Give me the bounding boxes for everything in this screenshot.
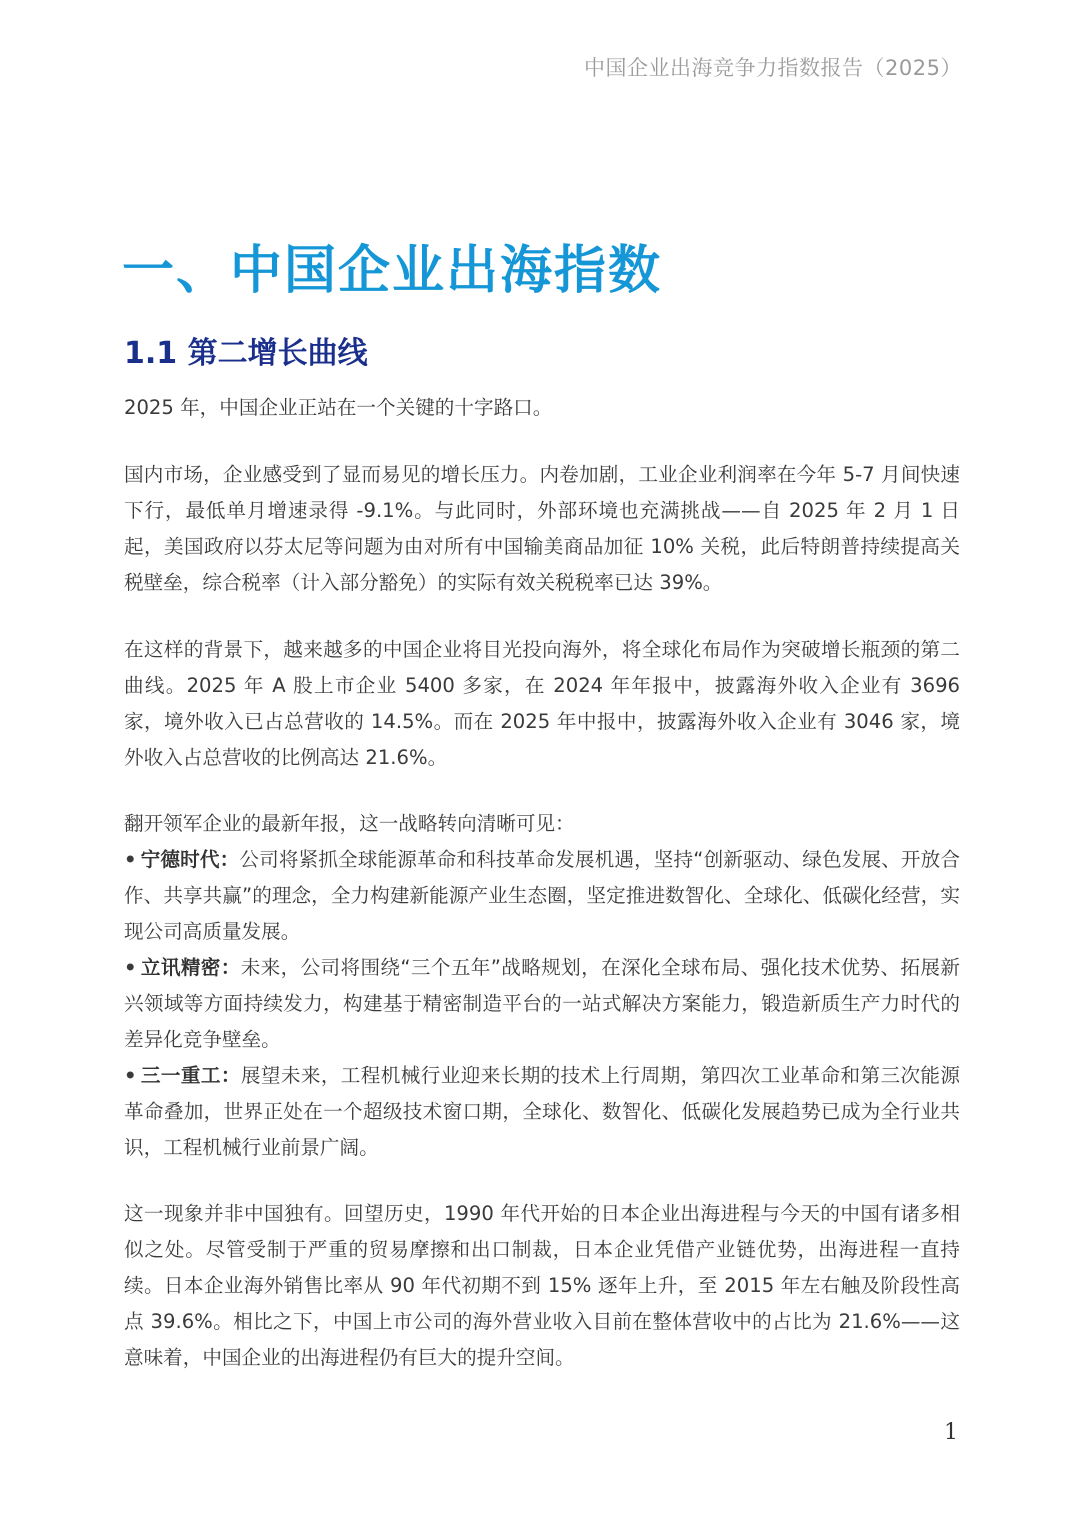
bullet-item-catl — [124, 842, 960, 950]
company-quote: 公司将紧抓全球能源革命和科技革命发展机遇，坚持“创新驱动、绿色发展、开放合作、共享共赢”的理念，全力构建新能源产业生态圈，坚定推进数智化、全球化、低碳化经营，实现公司高质量发展。 — [124, 848, 961, 943]
paragraph-intro: 2025 年，中国企业正站在一个关键的十字路口。 — [124, 396, 553, 419]
company-name: 宁德时代： — [140, 848, 240, 871]
paragraph-domestic-pressure: 国内市场，企业感受到了显而易见的增长压力。内卷加剧，工业企业利润率在今年 5-7 月间快速下行，最低单月增速录得 -9.1%。与此同时，外部环境也充满挑战——自 2025 年 2 月 1 日起，美国政府以芬太尼等问题为由对所有中国输美商品加征 10% 关税，此后特朗普持续提高关税壁垒，综合税率（计入部分豁免）的实际有效关税税率已达 39%。 — [124, 463, 960, 594]
company-quote: 展望未来，工程机械行业迎来长期的技术上行周期，第四次工业革命和第三次能源革命叠加，世界正处在一个超级技术窗口期，全球化、数智化、低碳化发展趋势已成为全行业共识，工程机械行业前景广阔。 — [124, 1064, 961, 1159]
page-number: 1 — [944, 1420, 958, 1445]
company-name: 三一重工： — [140, 1064, 241, 1087]
bullet-item-sany — [124, 1058, 960, 1166]
bullet-item-luxshare — [124, 950, 960, 1058]
company-quote: 未来，公司将围绕“三个五年”战略规划，在深化全球布局、强化技术优势、拓展新兴领域等方面持续发力，构建基于精密制造平台的一站式解决方案能力，锻造新质生产力时代的差异化竞争壁垒。 — [124, 956, 960, 1051]
section-title: 1.1 第二增长曲线 — [124, 336, 368, 371]
running-header: 中国企业出海竞争力指数报告（2025） — [584, 56, 962, 80]
chapter-title: 一、中国企业出海指数 — [122, 241, 663, 301]
leading-companies-block — [124, 806, 960, 1166]
company-name: 立讯精密： — [140, 956, 241, 979]
leading-companies-intro: 翻开领军企业的最新年报，这一战略转向清晰可见： — [124, 812, 575, 835]
paragraph-second-curve: 在这样的背景下，越来越多的中国企业将目光投向海外，将全球化布局作为突破增长瓶颈的第二曲线。2025 年 A 股上市企业 5400 多家，在 2024 年年报中，披露海外收入企业有 3696 家，境外收入已占总营收的 14.5%。而在 2025 年中报中，披露海外收入企业有 3046 家，境外收入占总营收的比例高达 21.6%。 — [124, 638, 960, 769]
bullet-dot-icon: • — [124, 1064, 137, 1087]
company-bullet-list — [124, 842, 960, 1166]
paragraph-japan-comparison: 这一现象并非中国独有。回望历史，1990 年代开始的日本企业出海进程与今天的中国有诸多相似之处。尽管受制于严重的贸易摩擦和出口制裁，日本企业凭借产业链优势，出海进程一直持续。日本企业海外销售比率从 90 年代初期不到 15% 逐年上升，至 2015 年左右触及阶段性高点 39.6%。相比之下，中国上市公司的海外营业收入目前在整体营收中的占比为 21.6%——这意味着，中国企业的出海进程仍有巨大的提升空间。 — [124, 1202, 960, 1369]
bullet-dot-icon: • — [124, 956, 137, 979]
bullet-dot-icon: • — [124, 848, 137, 871]
